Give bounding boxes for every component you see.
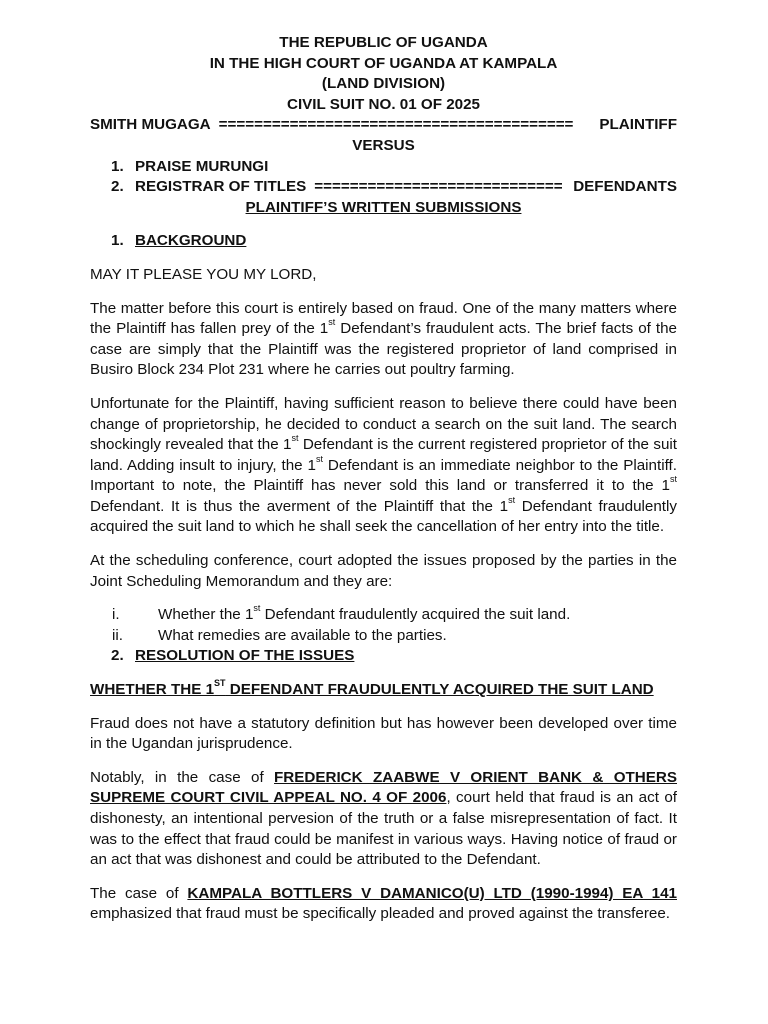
section-2-title: RESOLUTION OF THE ISSUES bbox=[135, 647, 355, 665]
section-1-title: BACKGROUND bbox=[135, 232, 247, 250]
defendant-2-rule: ============================ bbox=[314, 178, 563, 196]
defendants-label: DEFENDANTS bbox=[573, 178, 677, 196]
issue-item bbox=[90, 626, 677, 647]
issues-list bbox=[90, 605, 677, 646]
section-2-number: 2. bbox=[111, 647, 124, 665]
document-body bbox=[90, 33, 677, 925]
defendant-2-number: 2. bbox=[111, 178, 124, 196]
issue-number: ii. bbox=[112, 626, 123, 644]
defendants-list bbox=[90, 157, 677, 198]
paragraph-zaabwe-case: Notably, in the case of FREDERICK ZAABWE V ORIENT BANK & OTHERS SUPREME COURT CIVIL APPEAL NO. 4 OF 2006, court held that fraud is an act of dishonesty, an intentional pervesion of the truth or a false misrepresentation of fact. It was to the effect that fraud could be manifest in various ways. Having notice of fraud or an act that was dishonest and could be attributed to the Defendant. bbox=[90, 768, 677, 869]
section-2-heading bbox=[90, 646, 677, 667]
defendant-1-name: PRAISE MURUNGI bbox=[135, 157, 269, 175]
header-division: (LAND DIVISION) bbox=[321, 75, 446, 93]
issue-text: What remedies are available to the parties. bbox=[158, 626, 447, 644]
paragraph-search: Unfortunate for the Plaintiff, having sufficient reason to believe there could have been change of proprietorship, he decided to conduct a search on the suit land. The search shockingly revealed that the 1st Defendant is the current registered proprietor of the suit land. Adding insult to injury, the 1st Defendant is an immediate neighbor to the Plaintiff. Important to note, the Plaintiff has never sold this land or transferred it to the 1st Defendant. It is thus the averment of the Plaintiff that the 1st Defendant fraudulently acquired the suit land to which he shall seek the cancellation of her entry into the title. bbox=[90, 394, 677, 536]
case-citation-zaabwe: FREDERICK ZAABWE V ORIENT BANK & OTHERS SUPREME COURT CIVIL APPEAL NO. 4 OF 2006 bbox=[90, 768, 677, 807]
salutation: MAY IT PLEASE YOU MY LORD, bbox=[90, 265, 317, 283]
case-citation-kampala-bottlers: KAMPALA BOTTLERS V DAMANICO(U) LTD (1990-1994) EA 141 bbox=[187, 884, 677, 902]
defendant-2-name: REGISTRAR OF TITLES bbox=[135, 178, 307, 196]
defendant-2 bbox=[90, 177, 677, 198]
versus: VERSUS bbox=[352, 136, 415, 154]
plaintiff-rule: ======================================== bbox=[218, 116, 574, 134]
issue-one-heading: WHETHER THE 1ST DEFENDANT FRAUDULENTLY ACQUIRED THE SUIT LAND bbox=[90, 677, 654, 699]
paragraph-kampala-bottlers-case: The case of KAMPALA BOTTLERS V DAMANICO(U) LTD (1990-1994) EA 141 emphasized that fraud must be specifically pleaded and proved against the transferee. bbox=[90, 884, 677, 923]
plaintiff-line bbox=[90, 115, 677, 136]
document-title: PLAINTIFF’S WRITTEN SUBMISSIONS bbox=[245, 198, 522, 216]
paragraph-fraud-definition: Fraud does not have a statutory definition but has however been developed over time in the Ugandan jurisprudence. bbox=[90, 714, 677, 753]
paragraph-issues-intro: At the scheduling conference, court adopted the issues proposed by the parties in the Joint Scheduling Memorandum and they are: bbox=[90, 552, 677, 590]
paragraph-facts: The matter before this court is entirely based on fraud. One of the many matters where the Plaintiff has fallen prey of the 1st Defendant’s fraudulent acts. The brief facts of the case are simply that the Plaintiff was the registered proprietor of land comprised in Busiro Block 234 Plot 231 where he carries out poultry farming. bbox=[90, 299, 678, 379]
issue-number: i. bbox=[112, 606, 120, 624]
header-court: IN THE HIGH COURT OF UGANDA AT KAMPALA bbox=[209, 54, 558, 72]
header-republic: THE REPUBLIC OF UGANDA bbox=[279, 34, 488, 51]
defendant-1 bbox=[90, 157, 677, 178]
issue-text: Whether the 1st Defendant fraudulently acquired the suit land. bbox=[158, 603, 571, 624]
issue-item bbox=[90, 605, 677, 626]
plaintiff-name: SMITH MUGAGA bbox=[90, 116, 211, 134]
plaintiff-label: PLAINTIFF bbox=[599, 116, 677, 134]
section-1-number: 1. bbox=[111, 232, 124, 250]
section-1-heading bbox=[90, 231, 677, 252]
header-suit-number: CIVIL SUIT NO. 01 OF 2025 bbox=[286, 95, 480, 113]
defendant-1-number: 1. bbox=[111, 157, 124, 175]
